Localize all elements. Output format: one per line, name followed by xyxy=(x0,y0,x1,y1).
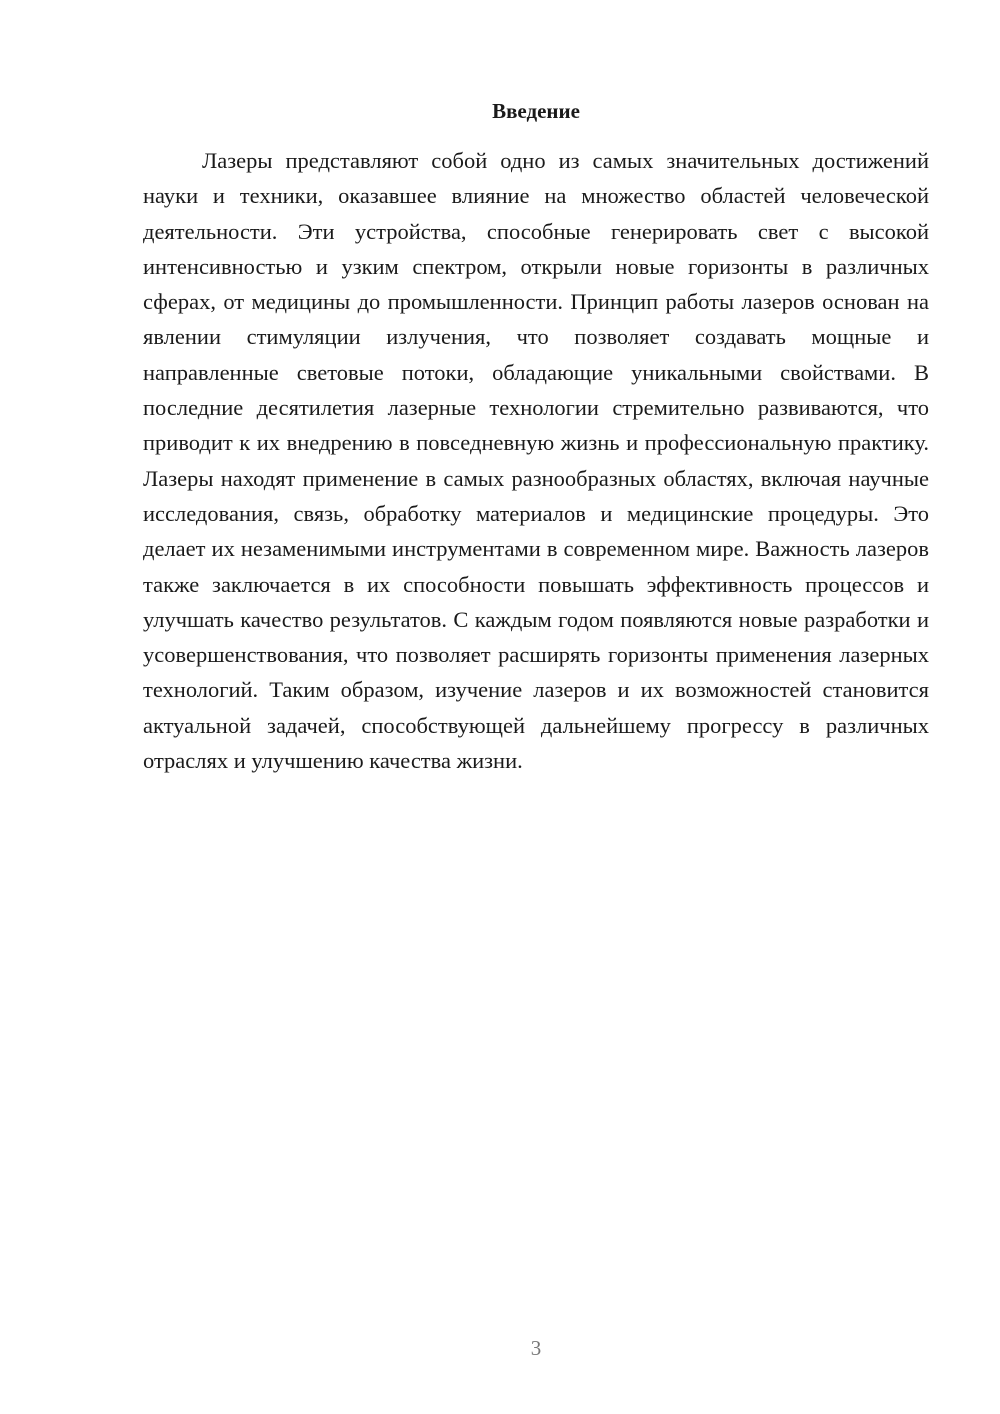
section-title: Введение xyxy=(492,99,580,123)
body-paragraph: Лазеры представляют собой одно из самых значительных достижений науки и техники, оказавшее влияние на множество областей человеческой деятельности. Эти устройства, способные генерировать свет с высокой интенсивностью и узким спектром, открыли новые горизонты в различных сферах, от медицины до промышленности. Принцип работы лазеров основан на явлении стимуляции излучения, что позволяет создавать мощные и направленные световые потоки, обладающие уникальными свойствами. В последние десятилетия лазерные технологии стремительно развиваются, что приводит к их внедрению в повседневную жизнь и профессиональную практику. Лазеры находят применение в самых разнообразных областях, включая научные исследования, связь, обработку материалов и медицинские процедуры. Это делает их незаменимыми инструментами в современном мире. Важность лазеров также заключается в их способности повышать эффективность процессов и улучшать качество результатов. С каждым годом появляются новые разработки и усовершенствования, что позволяет расширять горизонты применения лазерных технологий. Таким образом, изучение лазеров и их возможностей становится актуальной задачей, способствующей дальнейшему прогрессу в различных отраслях и улучшению качества жизни. xyxy=(143,148,929,774)
page-number: 3 xyxy=(530,1336,542,1360)
